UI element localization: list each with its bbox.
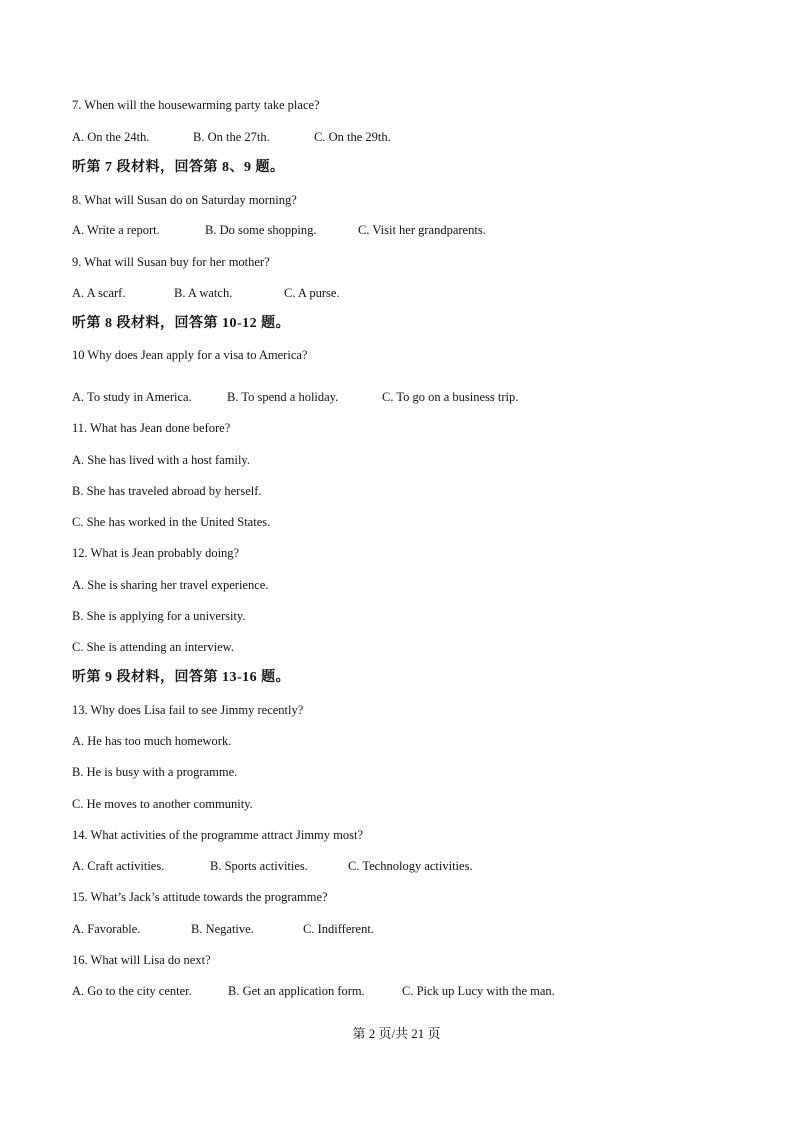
question-8: 8. What will Susan do on Saturday morning? [72, 193, 297, 207]
option-9a: A. A scarf. [72, 286, 126, 300]
option-15c: C. Indifferent. [303, 922, 374, 936]
question-11: 11. What has Jean done before? [72, 421, 231, 435]
option-8b: B. Do some shopping. [205, 223, 317, 237]
options-9 [72, 285, 340, 301]
options-15 [72, 921, 374, 937]
option-8a: A. Write a report. [72, 223, 160, 237]
option-14b: B. Sports activities. [210, 859, 308, 873]
question-15: 15. What’s Jack’s attitude towards the programme? [72, 890, 328, 904]
option-13a: A. He has too much homework. [72, 734, 232, 748]
section-heading-8: 听第 8 段材料，回答第 10-12 题。 [72, 316, 291, 331]
option-7a: A. On the 24th. [72, 130, 150, 144]
option-7c: C. On the 29th. [314, 130, 391, 144]
option-13c: C. He moves to another community. [72, 797, 253, 811]
option-12b: B. She is applying for a university. [72, 609, 246, 623]
options-10 [72, 389, 518, 405]
question-14: 14. What activities of the programme attract Jimmy most? [72, 828, 364, 842]
option-8c: C. Visit her grandparents. [358, 223, 486, 237]
section-heading-7: 听第 7 段材料，回答第 8、9 题。 [72, 160, 285, 175]
option-16b: B. Get an application form. [228, 984, 365, 998]
question-16: 16. What will Lisa do next? [72, 953, 211, 967]
options-14 [72, 858, 473, 874]
question-7: 7. When will the housewarming party take place? [72, 98, 320, 112]
section-heading-9: 听第 9 段材料，回答第 13-16 题。 [72, 670, 291, 685]
page-number: 第 2 页/共 21 页 [352, 1026, 441, 1041]
option-11b: B. She has traveled abroad by herself. [72, 484, 262, 498]
question-9: 9. What will Susan buy for her mother? [72, 255, 270, 269]
option-7b: B. On the 27th. [193, 130, 270, 144]
question-12: 12. What is Jean probably doing? [72, 546, 240, 560]
question-10: 10 Why does Jean apply for a visa to America? [72, 348, 308, 362]
option-9b: B. A watch. [174, 286, 233, 300]
option-14a: A. Craft activities. [72, 859, 165, 873]
question-13: 13. Why does Lisa fail to see Jimmy recently? [72, 703, 304, 717]
option-15a: A. Favorable. [72, 922, 141, 936]
option-13b: B. He is busy with a programme. [72, 765, 238, 779]
option-16c: C. Pick up Lucy with the man. [402, 984, 555, 998]
option-10a: A. To study in America. [72, 390, 192, 404]
option-15b: B. Negative. [191, 922, 254, 936]
option-11c: C. She has worked in the United States. [72, 515, 271, 529]
options-7 [72, 129, 391, 145]
option-16a: A. Go to the city center. [72, 984, 192, 998]
option-14c: C. Technology activities. [348, 859, 473, 873]
option-11a: A. She has lived with a host family. [72, 453, 250, 467]
option-12a: A. She is sharing her travel experience. [72, 578, 269, 592]
option-10c: C. To go on a business trip. [382, 390, 519, 404]
option-9c: C. A purse. [284, 286, 340, 300]
option-12c: C. She is attending an interview. [72, 640, 235, 654]
option-10b: B. To spend a holiday. [227, 390, 339, 404]
options-16 [72, 983, 555, 999]
options-8 [72, 222, 486, 238]
